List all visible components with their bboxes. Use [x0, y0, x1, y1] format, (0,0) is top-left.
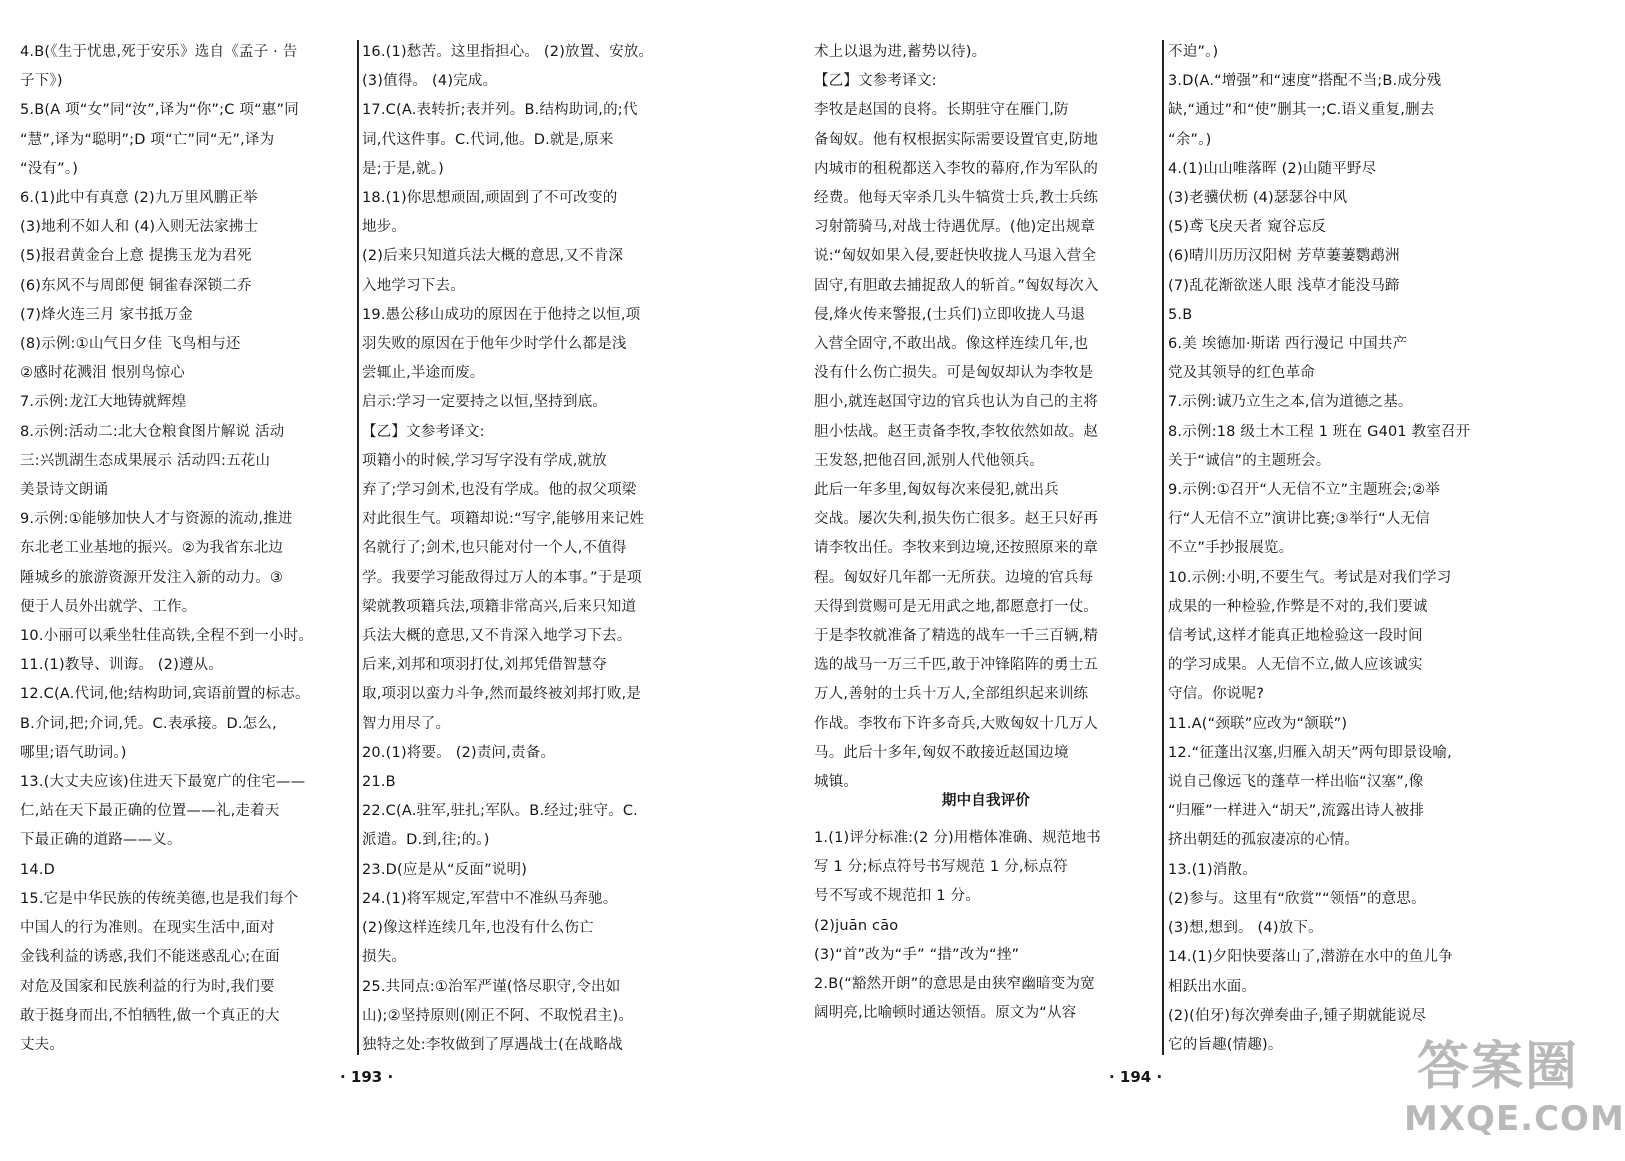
text-line: 25.共同点:①治军严谨(恪尽职守,令出如 — [362, 978, 621, 995]
text-line: 项籍小的时候,学习写字没有学成,就放 — [362, 452, 607, 469]
text-line: 不迫”。) — [1168, 44, 1219, 60]
text-line: 哪里;语气助词。) — [20, 744, 127, 761]
text-line: 它的旨趣(情趣)。 — [1168, 1036, 1283, 1053]
text-line: 9.示例:①能够加快人才与资源的流动,推进 — [20, 511, 293, 528]
text-line: 三:兴凯湖生态成果展示 活动四:五花山 — [20, 452, 271, 469]
text-line: 10.示例:小明,不要生气。考试是对我们学习 — [1168, 569, 1452, 586]
text-line: (2)参与。这里有“欣赏”“领悟”的意思。 — [1168, 890, 1426, 907]
left-column-1 — [20, 38, 353, 1060]
text-line: 王发怒,把他召回,派别人代他领兵。 — [814, 452, 1045, 469]
text-line: 7.示例:龙江大地铸就辉煌 — [20, 394, 187, 411]
text-line: 是;于是,就。) — [362, 160, 445, 177]
text-line: 李牧是赵国的良将。长期驻守在雁门,防 — [814, 102, 1069, 119]
right-column-2 — [1168, 38, 1543, 1060]
text-line: 20.(1)将要。 (2)责问,责备。 — [362, 744, 556, 761]
text-line: (3)想,想到。 (4)放下。 — [1168, 920, 1323, 937]
text-line: 不立”手抄报展览。 — [1168, 540, 1294, 557]
text-line: 9.示例:①召开“人无信不立”主题班会;②举 — [1168, 482, 1441, 499]
text-line: 马。此后十多年,匈奴不敢接近赵国边境 — [814, 744, 1069, 761]
text-line: 12.“征蓬出汉塞,归雁入胡天”两句即景设喻, — [1168, 744, 1452, 761]
text-line: 交战。屡次失利,损失伤亡很多。赵王只好再 — [814, 511, 1099, 528]
text-line: 梁就教项籍兵法,项籍非常高兴,后来只知道 — [362, 598, 637, 615]
text-line: 东北老工业基地的振兴。②为我省东北边 — [20, 540, 284, 557]
text-line: 此后一年多里,匈奴每次来侵犯,就出兵 — [814, 482, 1059, 499]
page-number: · 194 · — [1109, 1068, 1163, 1086]
watermark-bottom-text: MXQE.COM — [1404, 1099, 1625, 1139]
text-line: 入营全固守,不敢出战。像这样连续几年,也 — [814, 336, 1089, 353]
text-line: 2.B(“豁然开朗”的意思是由狭窄幽暗变为宽 — [814, 976, 1095, 993]
text-line: (2)(伯牙)每次弹奏曲子,锺子期就能说尽 — [1168, 1007, 1427, 1024]
text-line: 下最正确的道路——义。 — [20, 832, 182, 849]
text-line: 内城市的租税都送入李牧的幕府,作为军队的 — [814, 160, 1099, 177]
text-line: 作战。李牧布下许多奇兵,大败匈奴十几万人 — [814, 715, 1099, 732]
text-line: 关于“诚信”的主题班会。 — [1168, 452, 1331, 469]
page-number: · 193 · — [340, 1068, 394, 1086]
text-line: 术上以退为进,蓄势以待)。 — [814, 44, 987, 60]
text-line: 24.(1)将军规定,军营中不准纵马奔驰。 — [362, 890, 618, 907]
text-line: 尝辄止,半途而废。 — [362, 365, 485, 382]
text-line: 胆小怯战。赵王责备李牧,李牧依然如故。赵 — [814, 423, 1099, 440]
text-line: 启示:学习一定要持之以恒,坚持到底。 — [362, 394, 608, 411]
text-line: 写 1 分;标点符号书写规范 1 分,标点符 — [814, 859, 1068, 876]
text-line: 7.示例:诚乃立生之本,信为道德之基。 — [1168, 394, 1413, 411]
text-line: 13.(1)消散。 — [1168, 861, 1257, 878]
text-line: 侵,烽火传来警报,(士兵们)立即收拢人马退 — [814, 306, 1086, 323]
text-line: (3)值得。 (4)完成。 — [362, 73, 498, 90]
text-line: 挤出朝廷的孤寂凄凉的心情。 — [1168, 832, 1360, 849]
text-line: (3)地利不如人和 (4)入则无法家拂士 — [20, 219, 259, 236]
text-line: (6)晴川历历汉阳树 芳草萋萋鹦鹉洲 — [1168, 248, 1400, 265]
text-line: 成果的一种检验,作弊是不对的,我们要诚 — [1168, 598, 1428, 615]
text-line: 于是李牧就准备了精选的战车一千三百辆,精 — [814, 628, 1099, 645]
text-line: “余”。) — [1168, 131, 1212, 148]
text-line: 19.愚公移山成功的原因在于他持之以恒,项 — [362, 306, 641, 323]
text-line: 后来,刘邦和项羽打仗,刘邦凭借智慧夺 — [362, 657, 607, 674]
text-line: (7)烽火连三月 家书抵万金 — [20, 306, 193, 323]
text-line: 23.D(应是从“反面”说明) — [362, 861, 528, 878]
text-line: (7)乱花渐欲迷人眼 浅草才能没马蹄 — [1168, 277, 1400, 294]
text-line: 习射箭骑马,对战士待遇优厚。(他)定出规章 — [814, 219, 1096, 236]
text-line: 17.C(A.表转折;表并列。B.结构助词,的;代 — [362, 102, 638, 119]
section-title: 期中自我评价 — [941, 793, 1031, 809]
text-line: “慧”,译为“聪明”;D 项“亡”同“无”,译为 — [20, 131, 275, 148]
text-line: 学。我要学习能敌得过万人的本事。”于是项 — [362, 569, 642, 586]
text-line: 号不写或不规范扣 1 分。 — [814, 888, 981, 905]
text-line: 4.B(《生于忧患,死于安乐》选自《孟子 · 告 — [20, 44, 298, 60]
text-line: 22.C(A.驻军,驻扎;军队。B.经过;驻守。C. — [362, 803, 638, 820]
text-line: 【乙】文参考译文: — [362, 423, 485, 440]
text-line: 备匈奴。他有权根据实际需要设置官吏,防地 — [814, 131, 1099, 148]
text-line: 对此很生气。项籍却说:“写字,能够用来记姓 — [362, 511, 645, 528]
text-line: 万人,善射的士兵十万人,全部组织起来训练 — [814, 686, 1089, 703]
text-line: 6.(1)此中有真意 (2)九万里风鹏正举 — [20, 190, 258, 207]
text-line: (5)鸢飞戾天者 窥谷忘反 — [1168, 219, 1327, 236]
text-line: 兵法大概的意思,又不肯深入地学习下去。 — [362, 628, 632, 645]
text-line: 词,代这件事。C.代词,他。D.就是,原来 — [362, 131, 614, 148]
text-line: 12.C(A.代词,他;结构助词,宾语前置的标志。 — [20, 686, 310, 703]
text-line: 【乙】文参考译文: — [814, 73, 937, 90]
text-line: 11.(1)教导、训诲。 (2)遵从。 — [20, 657, 224, 674]
text-line: 山);②坚持原则(刚正不阿、不取悦君主)。 — [362, 1007, 634, 1024]
text-line: 21.B — [362, 774, 396, 791]
text-line: (3)老骥伏枥 (4)瑟瑟谷中风 — [1168, 190, 1348, 207]
text-line: 15.它是中华民族的传统美德,也是我们每个 — [20, 890, 299, 907]
text-line: (2)后来只知道兵法大概的意思,又不肯深 — [362, 248, 624, 265]
text-line: B.介词,把;介词,凭。C.表承接。D.怎么, — [20, 715, 277, 732]
text-line: 固守,有胆敢去捕捉敌人的斩首。”匈奴每次入 — [814, 277, 1099, 294]
text-line: 子下》) — [20, 73, 63, 90]
text-line: 胆小,就连赵国守边的官兵也认为自己的主将 — [814, 394, 1099, 411]
right-column-1-answers — [814, 824, 1158, 1028]
text-line: 地步。 — [362, 219, 407, 236]
text-line: 天得到赏赐可是无用武之地,都愿意打一仗。 — [814, 598, 1099, 615]
text-line: 便于人员外出就学、工作。 — [20, 598, 197, 615]
text-line: 14.(1)夕阳快要落山了,潜游在水中的鱼儿争 — [1168, 949, 1453, 966]
text-line: 丈夫。 — [20, 1036, 65, 1053]
text-line: (8)示例:①山气日夕佳 飞鸟相与还 — [20, 336, 241, 353]
text-line: 智力用尽了。 — [362, 715, 451, 732]
text-line: 行“人无信不立”演讲比赛;③举行“人无信 — [1168, 511, 1430, 528]
text-line: 14.D — [20, 861, 56, 878]
column-divider — [357, 40, 359, 1055]
watermark-top-text: 答案圈 — [1416, 1036, 1579, 1097]
text-line: 党及其领导的红色革命 — [1168, 365, 1315, 382]
text-line: 18.(1)你思想顽固,顽固到了不可改变的 — [362, 190, 618, 207]
text-line: 独特之处:李牧做到了厚遇战士(在战略战 — [362, 1036, 623, 1053]
text-line: 城镇。 — [814, 774, 859, 791]
text-line: 弃了;学习剑术,也没有学成。他的叔父项梁 — [362, 482, 637, 499]
text-line: 说:“匈奴如果入侵,要赶快收拢人马退入营全 — [814, 248, 1097, 265]
text-line: “没有”。) — [20, 160, 79, 177]
text-line: 没有什么伤亡损失。可是匈奴却认为李牧是 — [814, 365, 1094, 382]
text-line: 选的战马一万三千匹,敢于冲锋陷阵的勇士五 — [814, 657, 1099, 674]
text-line: 陲城乡的旅游资源开发注入新的动力。③ — [20, 569, 284, 586]
text-line: 入地学习下去。 — [362, 277, 465, 294]
text-line: 派遣。D.到,往;的。) — [362, 832, 490, 849]
text-line: 的学习成果。人无信不立,做人应该诚实 — [1168, 657, 1423, 674]
text-line: 缺,“通过”和“使”删其一;C.语义重复,删去 — [1168, 102, 1435, 119]
text-line: 16.(1)愁苦。这里指担心。 (2)放置、安放。 — [362, 44, 654, 60]
text-line: 11.A(“颈联”应改为“颔联”) — [1168, 715, 1348, 732]
text-line: 1.(1)评分标准:(2 分)用楷体准确、规范地书 — [814, 830, 1101, 846]
text-line: ②感时花溅泪 恨别鸟惊心 — [20, 365, 186, 382]
text-line: 程。匈奴好几年都一无所获。边境的官兵每 — [814, 569, 1094, 586]
text-line: 10.小丽可以乘坐牡佳高铁,全程不到一小时。 — [20, 628, 314, 645]
text-line: 敢于挺身而出,不怕牺牲,做一个真正的大 — [20, 1007, 280, 1024]
text-line: (6)东风不与周郎便 铜雀春深锁二乔 — [20, 277, 252, 294]
text-line: 经费。他每天宰杀几头牛犒赏士兵,教士兵练 — [814, 190, 1099, 207]
text-line: 名就行了;剑术,也只能对付一个人,不值得 — [362, 540, 627, 557]
text-line: (2)像这样连续几年,也没有什么伤亡 — [362, 920, 594, 937]
text-line: 损失。 — [362, 949, 407, 966]
right-page — [800, 0, 1625, 1161]
text-line: 信考试,这样才能真正地检验这一段时间 — [1168, 628, 1423, 645]
text-line: 美景诗文朗诵 — [20, 482, 109, 499]
text-line: 5.B(A 项“女”同“汝”,译为“你”;C 项“惠”同 — [20, 102, 299, 119]
right-column-1-translation — [814, 38, 1158, 797]
text-line: 13.(大丈夫应该)住进天下最宽广的住宅—— — [20, 774, 306, 791]
text-line: 金钱利益的诱惑,我们不能迷惑乱心;在面 — [20, 949, 280, 966]
text-line: 8.示例:活动二:北大仓粮食图片解说 活动 — [20, 423, 285, 440]
text-line: 8.示例:18 级土木工程 1 班在 G401 教室召开 — [1168, 423, 1471, 440]
text-line: (3)“首”改为“手” “措”改为“挫” — [814, 946, 1020, 963]
left-page — [0, 0, 800, 1161]
text-line: 4.(1)山山唯落晖 (2)山随平野尽 — [1168, 160, 1377, 177]
text-line: 中国人的行为准则。在现实生活中,面对 — [20, 920, 275, 937]
watermark-logo — [1404, 1035, 1625, 1155]
text-line: 阔明亮,比喻顿时通达领悟。原文为“从容 — [814, 1005, 1077, 1022]
column-divider — [1162, 40, 1164, 1055]
text-line: 守信。你说呢? — [1168, 686, 1265, 703]
text-line: 说自己像远飞的蓬草一样出临“汉塞”,像 — [1168, 774, 1424, 791]
text-line: (2)juān cāo — [814, 917, 899, 934]
text-line: 取,项羽以蛮力斗争,然而最终被刘邦打败,是 — [362, 686, 642, 703]
text-line: 6.美 埃德加·斯诺 西行漫记 中国共产 — [1168, 336, 1408, 353]
text-line: 对危及国家和民族利益的行为时,我们要 — [20, 978, 275, 995]
text-line: 请李牧出任。李牧来到边境,还按照原来的章 — [814, 540, 1099, 557]
text-line: 羽失败的原因在于他年少时学什么都是浅 — [362, 336, 627, 353]
text-line: (5)报君黄金台上意 提携玉龙为君死 — [20, 248, 252, 265]
text-line: 3.D(A.“增强”和“速度”搭配不当;B.成分残 — [1168, 73, 1442, 90]
text-line: “归雁”一样进入“胡天”,流露出诗人被排 — [1168, 803, 1425, 820]
text-line: 仁,站在天下最正确的位置——礼,走着天 — [20, 803, 280, 820]
text-line: 5.B — [1168, 306, 1193, 323]
text-line: 相跃出水面。 — [1168, 978, 1257, 995]
left-column-2 — [362, 38, 734, 1060]
